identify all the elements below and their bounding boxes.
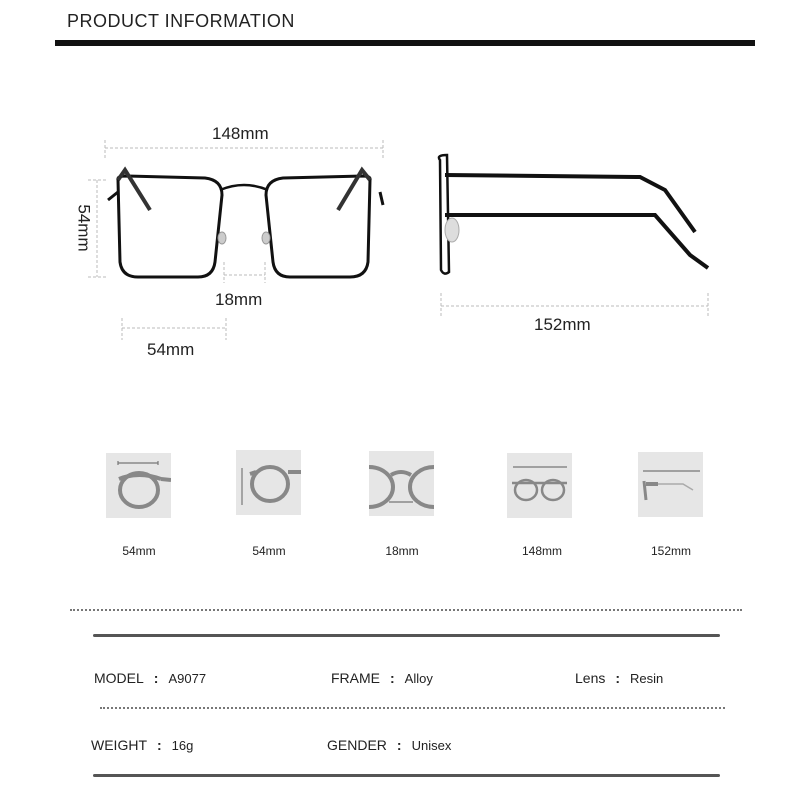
icon-label: 18mm (385, 544, 419, 558)
spec-frame (331, 670, 433, 686)
spec-label: WEIGHT (91, 737, 147, 753)
spec-label: MODEL (94, 670, 144, 686)
spec-label: FRAME (331, 670, 380, 686)
spec-model (94, 670, 206, 686)
spec-bottom-rule (93, 774, 720, 777)
bridge-label: 18mm (215, 290, 263, 309)
section-divider (70, 609, 742, 611)
lens-width-label: 54mm (147, 340, 195, 359)
spec-weight (91, 737, 193, 753)
lens-width-icon (106, 453, 171, 518)
spec-row-divider (100, 707, 725, 709)
spec-label: Lens (575, 670, 606, 686)
spec-gender (327, 737, 451, 753)
spec-separator: : (615, 670, 621, 686)
spec-separator: : (157, 737, 162, 753)
icon-label: 54mm (122, 544, 156, 558)
frame-width-icon (507, 453, 572, 518)
spec-label: GENDER (327, 737, 387, 753)
temple-length-icon (638, 452, 703, 517)
dimension-lines (88, 140, 708, 340)
spec-value: A9077 (168, 671, 207, 686)
spec-separator: : (153, 670, 159, 686)
spec-lens (575, 670, 663, 686)
side-view-glasses (439, 155, 708, 274)
bridge-width-icon (369, 451, 434, 516)
page-title: PRODUCT INFORMATION (67, 11, 295, 31)
total-width-label: 148mm (212, 124, 269, 143)
icon-label: 152mm (650, 544, 691, 558)
spec-separator: : (396, 737, 402, 753)
spec-value: Resin (630, 671, 664, 686)
spec-value: Alloy (404, 671, 433, 686)
spec-separator: : (390, 670, 395, 686)
lens-height-label: 54mm (74, 204, 94, 252)
spec-value: Unisex (411, 738, 452, 753)
spec-value: 16g (171, 738, 194, 753)
icon-label: 54mm (252, 544, 286, 558)
front-view-glasses (108, 170, 383, 277)
temple-length-label: 152mm (534, 315, 591, 334)
spec-top-rule (93, 634, 720, 637)
icon-label: 148mm (521, 544, 562, 558)
lens-height-icon (236, 450, 301, 515)
